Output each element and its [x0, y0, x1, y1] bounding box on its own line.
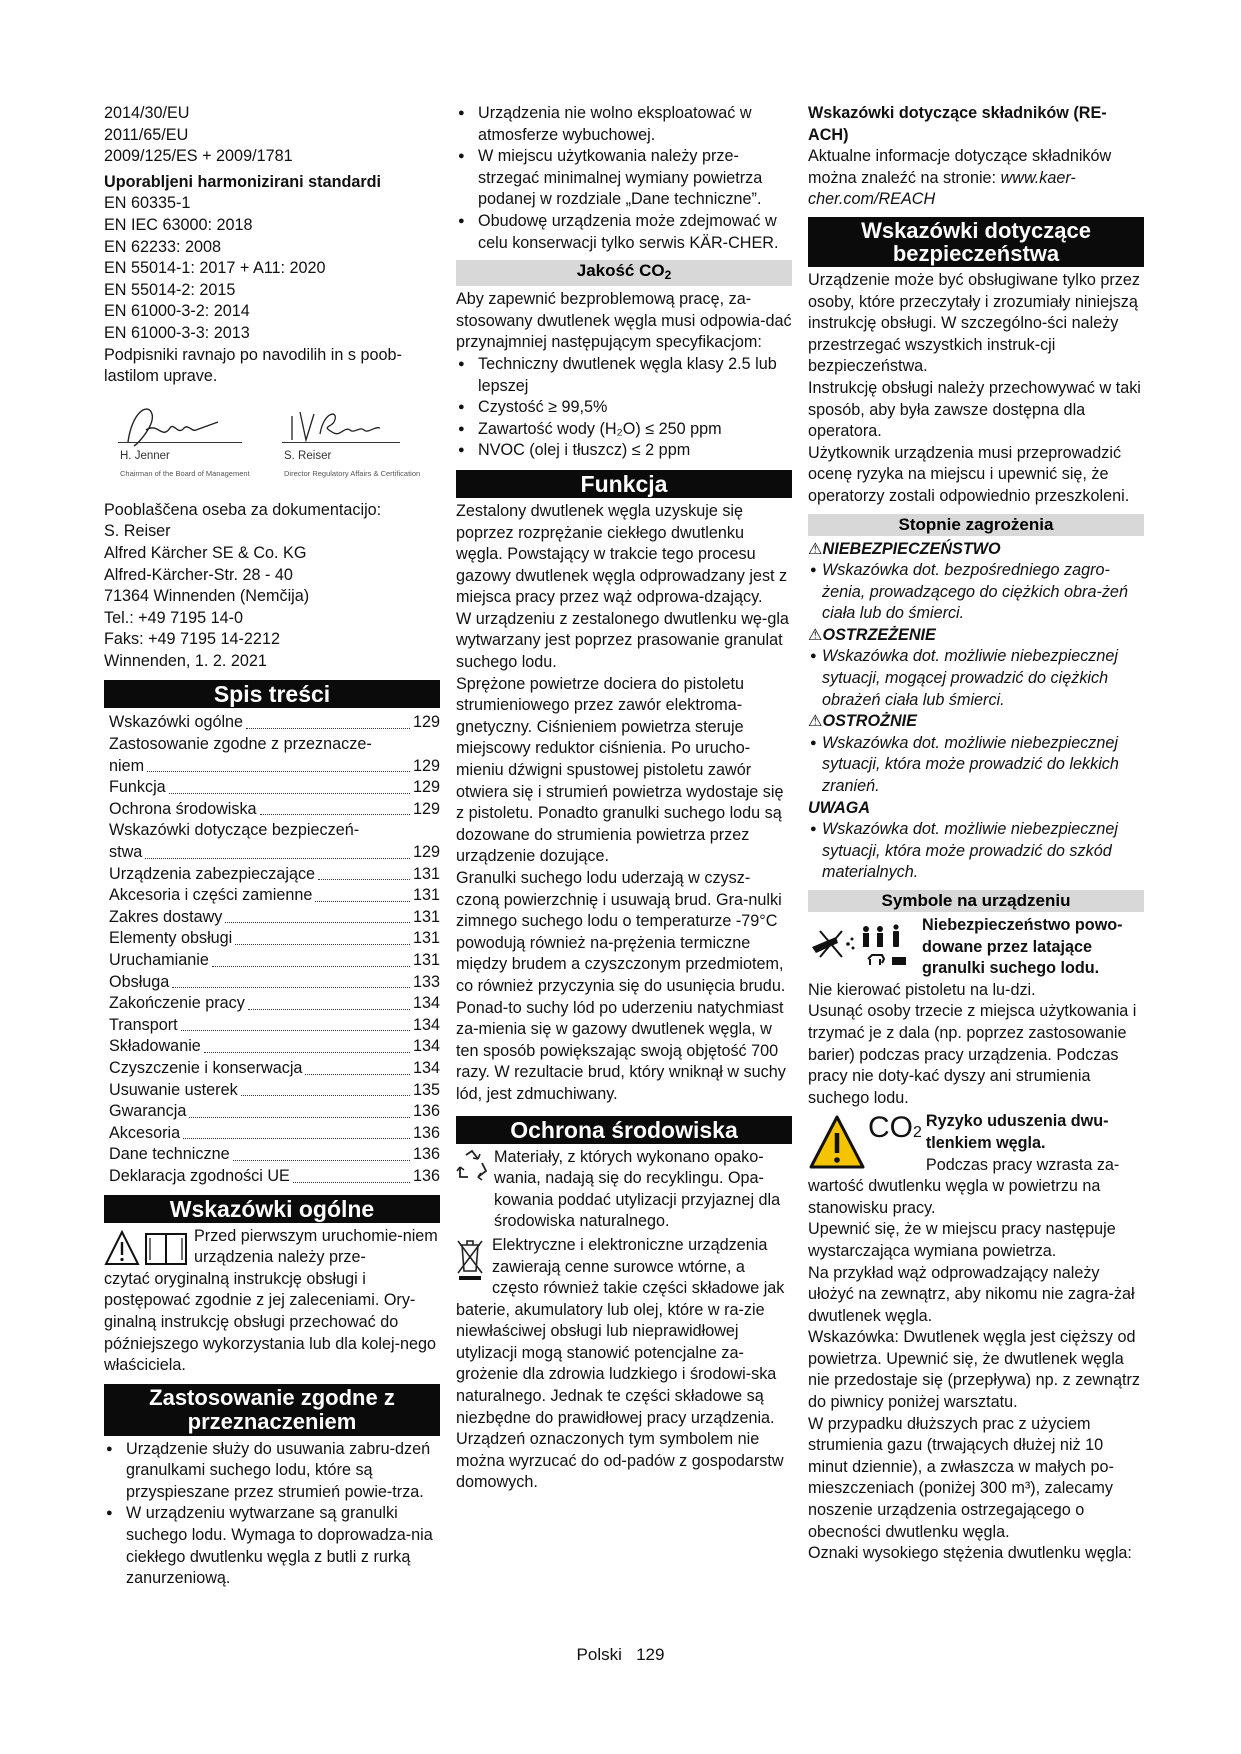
safety-title: Wskazówki dotyczące bezpieczeństwa: [808, 217, 1144, 267]
toc-entry-label: Transport: [109, 1015, 178, 1034]
toc-entry-page: 129: [412, 713, 440, 732]
reach-title: Wskazówki dotyczące składników (RE-ACH): [808, 104, 1107, 144]
page-number: 129: [636, 1645, 665, 1664]
dry-ice-text: Nie kierować pistoletu na lu-dzi.: [808, 980, 1036, 999]
standard: EN 55014-2: 2015: [104, 280, 236, 299]
directive: 2014/30/EU: [104, 104, 190, 122]
dry-ice-hazard-icon: [808, 917, 916, 969]
standards-heading: Uporabljeni harmonizirani standardi: [104, 172, 382, 191]
co2-intro: Aby zapewnić bezproblemową pracę, za-stosowany dwutlenek węgla musi odpowia-dać przynajmniej następującym specyfikacjom:: [456, 290, 792, 352]
co2-head: Ryzyko uduszenia dwu-tlenkiem węgla.: [925, 1112, 1109, 1152]
toc-entry[interactable]: [104, 950, 440, 972]
toc-entry-page: 136: [412, 1123, 440, 1142]
contact-line: Faks: +49 7195 14-2212: [104, 630, 280, 649]
toc-entry[interactable]: [104, 907, 440, 929]
toc-entry[interactable]: [104, 993, 440, 1015]
toc-entry-page: 131: [412, 907, 440, 926]
signature-line: [118, 442, 242, 443]
intended-use-title: Zastosowanie zgodne z przeznaczeniem: [104, 1384, 440, 1436]
signatory-title: Director Regulatory Affairs & Certification: [284, 468, 421, 478]
toc-entry-page: 131: [412, 864, 440, 883]
toc-dot-leader: [248, 1009, 410, 1010]
hazard-description-list: [808, 646, 1144, 711]
toc-entry[interactable]: [104, 1058, 440, 1080]
hazard-label: [808, 798, 1144, 820]
toc-entry-page: 134: [412, 1037, 440, 1056]
general-section-title: Wskazówki ogólne: [104, 1195, 440, 1223]
standard: EN 61000-3-2: 2014: [104, 302, 250, 321]
toc-entry-page: 129: [412, 756, 440, 775]
toc-entry-page: 129: [412, 778, 440, 797]
contact-line: Alfred Kärcher SE & Co. KG: [104, 543, 307, 562]
column-3: [808, 103, 1144, 1565]
toc-entry-page: 136: [412, 1166, 440, 1185]
hazard-label: [808, 539, 1144, 561]
list-item: ● Techniczny dwutlenek węgla klasy 2.5 lub lepszej: [456, 354, 792, 397]
toc-entry[interactable]: [104, 756, 440, 778]
co2-title-text: Jakość CO: [576, 261, 665, 281]
signature-jenner-icon: [118, 402, 228, 452]
safety-para: Instrukcję obsługi należy przechowywać w taki sposób, aby była zawsze dostępna dla operatora.: [808, 378, 1141, 441]
hazard-description-list: [808, 560, 1144, 625]
toc-entry-page: 131: [412, 951, 440, 969]
toc-entry[interactable]: [104, 1144, 440, 1166]
list-item: ● Urządzenie służy do usuwania zabru-dzeń granulkami suchego lodu, które są przyspieszane przez strumień powie-trza.: [104, 1439, 440, 1504]
function-title: Funkcja: [456, 470, 792, 498]
toc-entry-label: Akcesoria: [109, 1123, 181, 1142]
function-para: Sprężone powietrze dociera do pistoletu strumieniowego przez zawór elektroma-gnetyczny. Ciśnieniem powietrza steruje miejscowy reduktor ciśnienia. Po urucho-mieniu dźwigni spustowej pistoletu zawór otwiera się i strumień powietrza wydostaje się z pistoletu. Ponadto granulki suchego lodu są dozowane do strumienia powietrza przez urządzenie dozujące.: [456, 674, 784, 866]
list-item: ● Obudowę urządzenia może zdejmować w celu konserwacji tylko serwis KÄR-CHER.: [456, 211, 792, 254]
co2-specs-list: [456, 354, 792, 462]
list-item: ● NVOC (olej i tłuszcz) ≤ 2 ppm: [456, 440, 792, 462]
toc-entry-label: Zakres dostawy: [109, 907, 223, 926]
environment-title: Ochrona środowiska: [456, 1116, 792, 1144]
co2-para: Upewnić się, że w miejscu pracy następuje wystarczająca wymiana powietrza.: [808, 1220, 1116, 1260]
hazard-description: ● Wskazówka dot. bezpośredniego zagro-żenia, prowadzącego do ciężkich obra-żeń ciała lub do śmierci.: [808, 560, 1144, 625]
contact-line: 71364 Winnenden (Nemčija): [104, 587, 310, 606]
crossed-bin-icon: [456, 1237, 484, 1281]
co2-warning-graphic: [808, 1113, 922, 1173]
co2-details: [808, 1219, 1144, 1565]
recycle-text: Materiały, z których wykonano opako-wania, nadają się do recyklingu. Opa-kowania poddać utylizacji przyjaznej dla środowiska naturalnego.: [494, 1147, 781, 1231]
hazard-description: ● Wskazówka dot. możliwie niebezpiecznej sytuacji, mogącej prowadzić do ciężkich obrażeń ciała lub śmierci.: [808, 646, 1144, 711]
hazard-label-text: NIEBEZPIECZEŃSTWO: [822, 539, 1001, 558]
toc-entry[interactable]: [104, 1166, 440, 1188]
warning-manual-icon: [104, 1228, 190, 1268]
hazard-levels-list: [808, 539, 1144, 885]
intended-use-list: [104, 1439, 440, 1590]
warning-triangle-icon: ⚠: [808, 539, 823, 558]
list-item: ● Urządzenia nie wolno eksploatować w atmosferze wybuchowej.: [456, 103, 792, 146]
weee-text: Elektryczne i elektroniczne urządzenia zawierają cenne surowce wtórne, a często również takie części składowe jak baterie, akumulatory lub olej, które w ra-zie niewłaściwej obsługi lub nieprawidłowej utylizacji mogą stanowić potencjalne za-grożenie dla zdrowia ludzkiego i środowi-ska naturalnego. Jednak te części składowe są niezbędne do prawidłowej pracy urządzenia. Urządzeń oznaczonych tym symbolem nie można wyrzucać do od-padów z gospodarstw domowych.: [456, 1235, 785, 1492]
general-head: Przed pierwszym uruchomie-niem urządzenia należy prze-: [194, 1226, 438, 1267]
signature-line: [282, 442, 400, 443]
list-item: ● W urządzeniu wytwarzane są granulki suchego lodu. Wymaga to doprowadza-nia ciekłego dwutlenku węgla z butli z rurką zanurzeniową.: [104, 1503, 440, 1589]
toc-entry[interactable]: [104, 1036, 440, 1058]
toc-dot-leader: [169, 793, 410, 794]
hazard-description: ● Wskazówka dot. możliwie niebezpiecznej sytuacji, która może prowadzić do szkód materialnych.: [808, 819, 1144, 884]
toc-entry-page: 133: [412, 972, 440, 991]
contact-line: Winnenden, 1. 2. 2021: [104, 651, 267, 670]
toc-dot-leader: [172, 987, 410, 988]
toc-dot-leader: [225, 922, 410, 923]
toc-entry-label: Funkcja: [109, 778, 166, 797]
function-para: W urządzeniu z zestalonego dwutlenku wę-gla wytwarzany jest poprzez prasowanie granulat suchego lodu.: [456, 609, 789, 672]
toc-dot-leader: [181, 1030, 410, 1031]
hazard-label: [808, 625, 1144, 647]
contact-line: Pooblaščena oseba za dokumentacijo:: [104, 500, 382, 519]
list-item: ● Zawartość wody (H₂O) ≤ 250 ppm: [456, 419, 792, 441]
co2-text: Podczas pracy wzrasta za-wartość dwutlenku węgla w powietrzu na stanowisku pracy.: [808, 1155, 1120, 1217]
toc-dot-leader: [204, 1052, 410, 1053]
toc-entry-label: Obsługa: [109, 972, 170, 991]
toc-entry[interactable]: [104, 864, 440, 886]
contact-line: Tel.: +49 7195 14-0: [104, 608, 244, 627]
toc-entry-label: Czyszczenie i konserwacja: [109, 1058, 303, 1077]
toc-dot-leader: [189, 1117, 410, 1118]
toc-entry[interactable]: [104, 1015, 440, 1037]
toc-dot-leader: [305, 1074, 410, 1075]
toc-dot-leader: [241, 1095, 410, 1096]
co2-label: [868, 1113, 922, 1148]
hazard-description-list: [808, 819, 1144, 884]
toc-entry-label: Akcesoria i części zamienne: [109, 886, 313, 905]
toc-dot-leader: [212, 966, 410, 967]
toc-entry-page: 131: [412, 886, 440, 905]
hazard-label-text: UWAGA: [808, 798, 871, 817]
toc-entry-label: Dane techniczne: [109, 1145, 230, 1164]
toc-entry-label: stwa: [109, 843, 143, 862]
symbol-co2: [808, 1111, 1144, 1219]
device-symbols-title: Symbole na urządzeniu: [808, 890, 1144, 912]
toc-entry-page: 129: [412, 799, 440, 818]
toc-entry-label: Urządzenia zabezpieczające: [109, 864, 316, 883]
toc-entry[interactable]: [104, 928, 440, 950]
toc-entry-page: 135: [412, 1080, 440, 1099]
list-item: ● Czystość ≥ 99,5%: [456, 397, 792, 419]
dry-ice-text-more: Usunąć osoby trzecie z miejsca użytkowania i trzymać je z dala (np. poprzez zastosowanie barier) podczas pracy urządzenia. Podczas pracy nie doty-kać dyszy ani strumienia suchego lodu.: [808, 1002, 1137, 1107]
toc-entry[interactable]: [104, 885, 440, 907]
general-intro: [104, 1226, 440, 1269]
co2-para: Na przykład wąż odprowadzający należy ułożyć na zewnątrz, aby nikomu nie zagra-żał dwutlenek węgla.: [808, 1263, 1135, 1325]
symbol-dry-ice: [808, 915, 1144, 1109]
contact-line: S. Reiser: [104, 522, 171, 541]
co2-label-text: CO: [868, 1111, 913, 1145]
toc-entry[interactable]: [104, 777, 440, 799]
function-para: Zestalony dwutlenek węgla uzyskuje się poprzez rozprężanie ciekłego dwutlenku węgla. Powstający w trakcie tego procesu gazowy dwutlenek węgla odprowadzany jest z miejsca pracy przez wąż odprowa-dzający.: [456, 501, 788, 607]
directive: 2011/65/EU: [104, 125, 189, 144]
toc-dot-leader: [318, 879, 410, 880]
toc-entry[interactable]: [104, 842, 440, 864]
footer-language: Polski: [576, 1645, 622, 1664]
toc-dot-leader: [233, 1160, 410, 1161]
directive: 2009/125/ES + 2009/1781: [104, 147, 293, 166]
toc-entry[interactable]: [104, 1123, 440, 1145]
function-para: Granulki suchego lodu uderzają w czysz-czoną powierzchnię i usuwają brud. Gra-nulki zimnego suchego lodu o temperaturze -79°C powodują również na-prężenia termiczne między brudem a czyszczonym przedmiotem, co również przyczynia się do usunięcia brudu. Ponad-to suchy lód po uderzeniu natychmiast za-mienia się w gazowy dwutlenek węgla, w ten sposób powiększając swoją objętość 700 razy. W rezultacie brud, który wniknął w suchy lód, jest zdmuchiwany.: [456, 869, 786, 1103]
standard: EN 60335-1: [104, 194, 191, 213]
toc-dot-leader: [145, 858, 410, 859]
page-footer: [0, 1644, 1241, 1666]
signatory-name: H. Jenner: [120, 449, 170, 462]
hazard-label: [808, 711, 1144, 733]
general-text: czytać oryginalną instrukcję obsługi i postępować zgodnie z jej zaleceniami. Ory-ginalną instrukcję obsługi przechować do późniejszego wykorzystania lub dla kolej-nego właściciela.: [104, 1269, 437, 1375]
toc-entry-line: Wskazówki dotyczące bezpieczeń-: [109, 821, 360, 840]
co2-label-subscript: 2: [913, 1124, 922, 1142]
toc-entry-page: 134: [412, 994, 440, 1013]
reach-text: Aktualne informacje dotyczące składników można znaleźć na stronie:: [808, 147, 1112, 187]
toc-dot-leader: [260, 814, 410, 815]
signatures: [104, 402, 440, 492]
co2-title-subscript: 2: [664, 268, 672, 283]
toc-entry[interactable]: [104, 1080, 440, 1102]
toc-dot-leader: [315, 901, 410, 902]
toc-dot-leader: [235, 944, 410, 945]
column-2: [456, 103, 792, 1494]
weee-note: [456, 1235, 792, 1494]
table-of-contents: [104, 712, 440, 1187]
toc-entry-label: Wskazówki ogólne: [109, 713, 244, 732]
documentation-contact: [104, 500, 440, 673]
toc-entry-label: niem: [109, 756, 145, 775]
toc-entry-label: Gwarancja: [109, 1102, 187, 1121]
standards-list: [104, 193, 440, 344]
warning-triangle-icon: ⚠: [808, 625, 823, 644]
safety-para: Urządzenie może być obsługiwane tylko przez osoby, które przeczytały i zrozumiały niniejszą instrukcję obsługi. W szczególno-ści należy przestrzegać wszystkich instruk-cji bezpieczeństwa.: [808, 270, 1141, 376]
hazard-levels-title: Stopnie zagrożenia: [808, 514, 1144, 536]
toc-entry-page: 134: [412, 1015, 440, 1034]
operation-rules-list: [456, 103, 792, 254]
toc-dot-leader: [147, 771, 410, 772]
co2-para: Wskazówka: Dwutlenek węgla jest cięższy od powietrza. Upewnić się, że dwutlenek węgla nie przedostaje się (przepływa) np. z zewnątrz do piwnicy poniżej warsztatu.: [808, 1328, 1140, 1412]
standard: EN IEC 63000: 2018: [104, 215, 253, 234]
contact-line: Alfred-Kärcher-Str. 28 - 40: [104, 565, 293, 584]
standard: EN 62233: 2008: [104, 237, 222, 256]
toc-entry-page: 131: [412, 929, 440, 948]
column-1: [104, 103, 440, 1590]
toc-dot-leader: [293, 1182, 410, 1183]
toc-entry-label: Zakończenie pracy: [109, 994, 245, 1013]
hazard-description: ● Wskazówka dot. możliwie niebezpiecznej sytuacji, która może prowadzić do lekkich zranień.: [808, 733, 1144, 798]
reach-link[interactable]: www.kaer-cher.com/REACH: [808, 168, 1076, 209]
standard: EN 61000-3-3: 2013: [104, 323, 250, 342]
toc-entry[interactable]: [104, 712, 440, 734]
signatory-name: S. Reiser: [284, 449, 332, 462]
toc-dot-leader: [246, 728, 410, 729]
dry-ice-head: Niebezpieczeństwo powo-dowane przez latające granulki suchego lodu.: [922, 916, 1123, 978]
toc-entry-label: Usuwanie usterek: [109, 1080, 238, 1099]
toc-entry-label: Ochrona środowiska: [109, 799, 257, 818]
hazard-label-text: OSTROŻNIE: [822, 712, 917, 731]
toc-entry[interactable]: [104, 1101, 440, 1123]
standard: EN 55014-1: 2017 + A11: 2020: [104, 259, 326, 278]
recycle-note: [456, 1147, 792, 1233]
reach-note: [808, 146, 1144, 211]
toc-entry-label: Składowanie: [109, 1037, 201, 1056]
signature-reiser-icon: [284, 404, 394, 450]
safety-para: Użytkownik urządzenia musi przeprowadzić ocenę ryzyka na miejscu i upewnić się, że operatorzy zostali odpowiednio przeszkoleni.: [808, 443, 1130, 505]
hazard-description-list: [808, 733, 1144, 798]
warning-triangle-icon: [808, 1113, 866, 1173]
toc-entry-label: Deklaracja zgodności UE: [109, 1166, 290, 1185]
signatories-note: Podpisniki ravnajo po navodilih in s poob-lastilom uprave.: [104, 345, 402, 386]
co2-para: Oznaki wysokiego stężenia dwutlenku węgla:: [808, 1544, 1132, 1563]
toc-entry-page: 136: [412, 1145, 440, 1164]
toc-entry-page: 129: [412, 843, 440, 862]
toc-dot-leader: [183, 1138, 410, 1139]
list-item: ● W miejscu użytkowania należy prze-strzegać minimalnej wymiany powietrza podanej w rozdziale „Dane techniczne”.: [456, 146, 792, 211]
toc-title: Spis treści: [104, 680, 440, 708]
toc-entry[interactable]: [104, 972, 440, 994]
directives-list: [104, 103, 440, 168]
toc-entry-page: 134: [412, 1058, 440, 1077]
toc-entry[interactable]: [104, 799, 440, 821]
signatory-title: Chairman of the Board of Management: [120, 468, 250, 478]
toc-entry-page: 136: [412, 1102, 440, 1121]
co2-quality-title: [456, 260, 792, 286]
toc-entry-label: Uruchamianie: [109, 951, 209, 969]
toc-entry-label: Elementy obsługi: [109, 929, 233, 948]
co2-para: W przypadku dłuższych prac z użyciem strumienia gazu (trwających dłużej niż 10 minut dziennie), a zwłaszcza w małych po-mieszczeniach (poniżej 300 m³), zalecamy noszenie urządzenia ostrzegającego o obecności dwutlenku węgla.: [808, 1414, 1114, 1541]
toc-entry-line: Zastosowanie zgodne z przeznacze-: [109, 735, 372, 754]
warning-triangle-icon: ⚠: [808, 712, 823, 731]
hazard-label-text: OSTRZEŻENIE: [822, 625, 936, 644]
recycle-icon: [456, 1149, 488, 1181]
